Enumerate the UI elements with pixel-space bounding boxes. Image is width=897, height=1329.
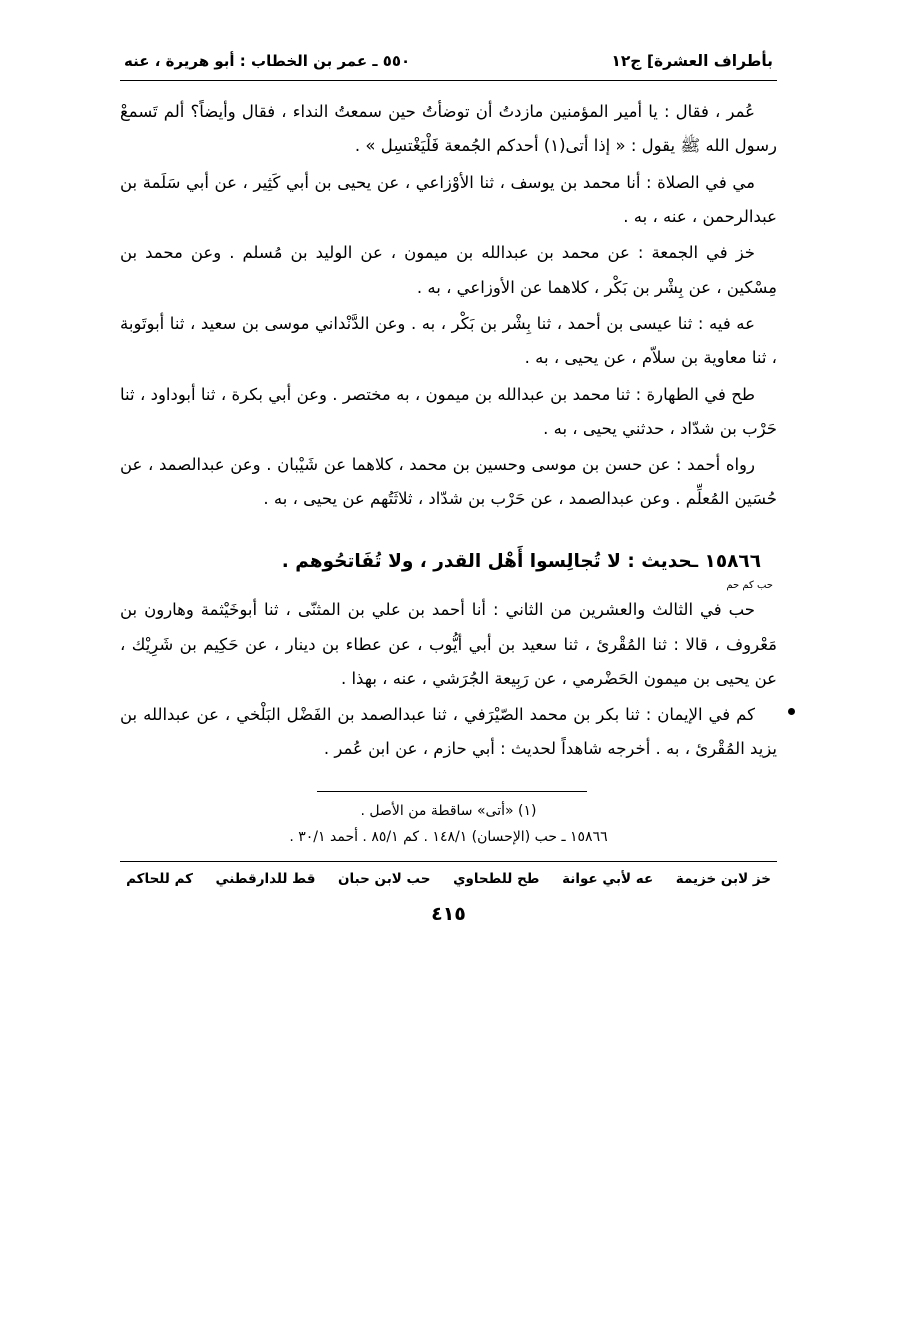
paragraph-6: رواه أحمد : عن حسن بن موسى وحسين بن محمد ، كلاهما عن شَيْبان . وعن عبدالصمد ، عن حُسَين المُعلِّم . وعن عبدالصمد ، عن حَرْب بن شدّاد ، ثلاثَتُهم عن يحيى ، به .	[120, 455, 777, 509]
paragraph-7: حب في الثالث والعشرين من الثاني : أنا أحمد بن علي بن المثنّى ، ثنا أبوخَيْثمة وهارون بن مَعْروف ، قالا : ثنا المُقْرئ ، ثنا سعيد بن أبي أيُّوب ، عن عطاء بن دينار ، عن حَكِيم بن شَرِيْك ، عن يحيى بن ميمون الحَضْرمي ، عن رَبِيعة الجُرَشي ، عنه ، بهذا .	[120, 600, 777, 688]
paragraph-1: عُمر ، فقال : يا أمير المؤمنين مازدتُ أن توضأتُ حين سمعتُ النداء ، فقال وأيضاً؟ ألم تَسمعْ رسول الله ﷺ يقول : « إذا أتى(١) أحدكم الجُمعة فَلْيَغْتسِل » .	[120, 102, 777, 156]
page-header	[120, 52, 777, 80]
sigla-legend	[120, 862, 777, 887]
paragraph-2: مي في الصلاة : أنا محمد بن يوسف ، ثنا الأوْزاعي ، عن يحيى بن أبي كَثِير ، عن أبي سَلَمة بن عبدالرحمن ، عنه ، به .	[120, 172, 777, 226]
paragraph-5: طح في الطهارة : ثنا محمد بن عبدالله بن ميمون ، به مختصر . وعن أبي بكرة ، ثنا أبوداود ، ثنا حَرْب بن شدّاد ، حدثني يحيى ، به .	[120, 384, 777, 438]
hadith-dash-label: ـحديث :	[627, 550, 699, 572]
hadith-sigla: حب كم حم	[726, 580, 773, 592]
legend-item-qt: قط للدارقطني	[215, 870, 316, 887]
page-number: ٤١٥	[431, 902, 466, 925]
footnote-2: ١٥٨٦٦ ـ حب (الإحسان) ١٤٨/١ . كم ٨٥/١ . أحمد ٣٠/١ .	[289, 829, 608, 846]
footnote-1: (١) «أتى» ساقطة من الأصل .	[360, 802, 537, 819]
legend-item-km: كم للحاكم	[126, 870, 194, 887]
margin-dot-mark	[788, 708, 795, 715]
legend-item-ah: عه لأبي عوانة	[562, 870, 654, 887]
paragraph-8: كم في الإيمان : ثنا بكر بن محمد الصّيْرَفي ، ثنا عبدالصمد بن الفَضْل البَلْخي ، عن عبدالله بن يزيد المُقْرئ ، به . أخرجه شاهداً لحديث : أبي حازم ، عن ابن عُمر .	[120, 705, 777, 759]
header-volume-label: بأطراف العشرة] ج١٢	[611, 52, 773, 70]
legend-item-hb: حب لابن حبان	[338, 870, 431, 887]
legend-item-khz: خز لابن خزيمة	[675, 870, 771, 887]
header-chapter-title: ٥٥٠ ـ عمر بن الخطاب : أبو هريرة ، عنه	[124, 52, 411, 70]
hadith-heading	[120, 543, 777, 581]
content-frame	[120, 52, 777, 1282]
main-text	[120, 81, 777, 767]
hadith-heading-text: لا تُجالِسوا أَهْل القدر ، ولا تُفَاتحُوهم .	[281, 550, 621, 572]
hadith-number: ١٥٨٦٦	[704, 550, 761, 572]
legend-item-th: طح للطحاوي	[453, 870, 540, 887]
paragraph-3: خز في الجمعة : عن محمد بن عبدالله بن ميمون ، عن الوليد بن مُسلم . وعن محمد بن مِسْكين ، عن بِشْر بن بَكْر ، كلاهما عن الأوزاعي ، به .	[120, 243, 777, 297]
footnotes-block	[120, 792, 777, 851]
paragraph-4: عه فيه : ثنا عيسى بن أحمد ، ثنا بِشْر بن بَكْر ، به . وعن الدَّنْداني موسى بن سعيد ، ثنا أبوتَوبة ، ثنا معاوية بن سلاّم ، عن يحيى ، به .	[120, 313, 777, 368]
